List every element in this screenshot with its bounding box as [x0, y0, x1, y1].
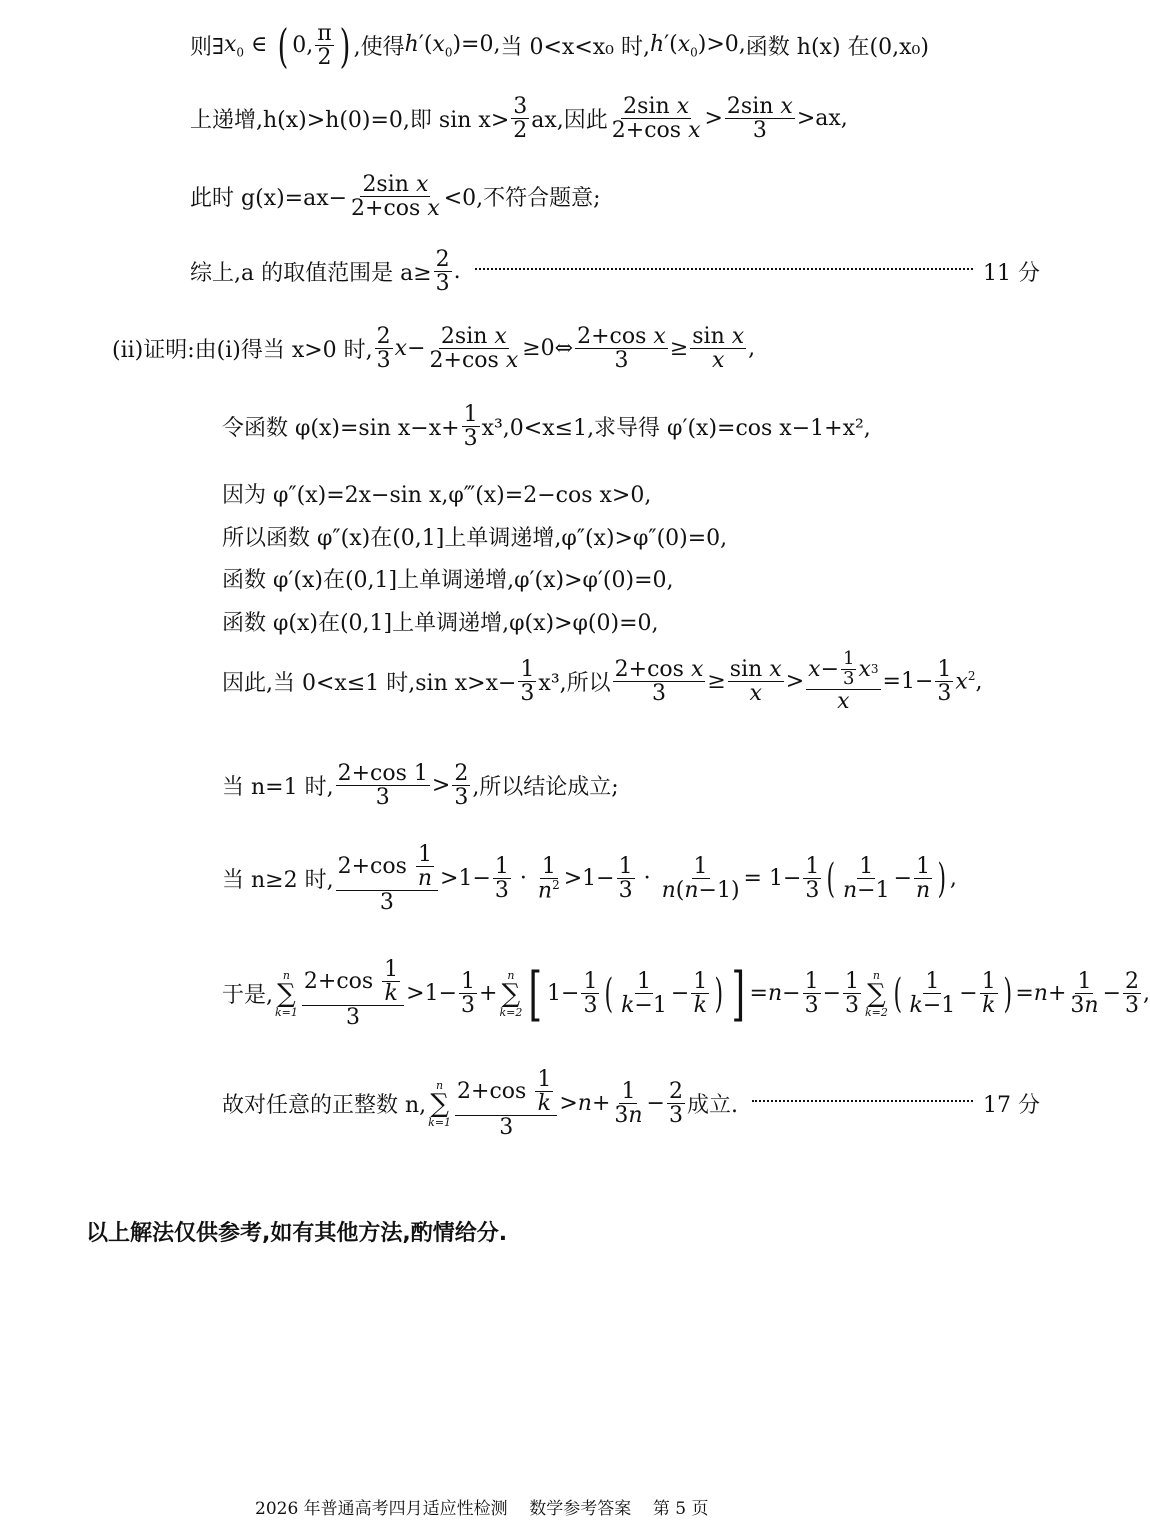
- line7-text: 因为 φ″(x)=2x−sin x,φ‴(x)=2−cos x>0,: [222, 483, 652, 508]
- line2-mid: ax,因此: [531, 108, 608, 134]
- frac-1-3-f: $\frac{1}{3}$: [805, 854, 820, 904]
- line3-pre: 此时 g(x)=ax−: [190, 186, 348, 212]
- line-13: 当 n≥2 时, 2+cos 1 n 3 >1− $\frac{1}{3}$ · 1 $n^2$ >1− $\frac{1}{3}$ · $\frac{1}{n(n-1)}$ = 1− $\frac{1}{3}$ ( 1 n−1 − $\frac{1}{n}$ ) ,: [222, 842, 957, 916]
- line15-post: 成立.: [686, 1093, 738, 1119]
- frac-2-3-l: $\frac{2}{3}$: [668, 1079, 683, 1129]
- dot-leader: [475, 267, 973, 270]
- frac-2cos1k-3-b: 2+cos 1 k 3: [455, 1068, 557, 1139]
- sum-k1-n-b: n ∑ k=1: [428, 1078, 452, 1129]
- line9-text: 函数 φ′(x)在(0,1]上单调递增,φ′(x)>φ′(0)=0,: [222, 568, 674, 593]
- line-15: 故对任意的正整数 n, n ∑ k=1 2+cos 1 k 3 >n+ $\frac{1}{3n}$ − $\frac{2}{3}$ 成立. 17 分: [222, 1067, 1040, 1141]
- frac-1-3n-b: $\frac{1}{3n}$: [614, 1079, 643, 1129]
- line15-pre: 故对任意的正整数 n,: [222, 1093, 427, 1119]
- line4-pre: 综上,a 的取值范围是 a≥: [190, 261, 432, 287]
- fraction-2cosx-over-3-b: $\frac{\text{2+cos x}}{3}$: [614, 656, 704, 706]
- fraction-2-over-3-b: 2 3: [376, 324, 391, 374]
- frac-1-k-b: $\frac{1}{k}$: [981, 969, 996, 1019]
- line2-post: >ax,: [796, 106, 848, 132]
- frac-1-3n: $\frac{1}{3n}$: [1070, 969, 1099, 1019]
- line11-mid: x³,所以: [538, 670, 611, 696]
- line-4: [190, 248, 1040, 295]
- line-1: [190, 18, 929, 73]
- line12-pre: 当 n=1 时,: [222, 775, 334, 801]
- line-12: [222, 762, 619, 809]
- fraction-pi-over-2: π 2: [317, 21, 332, 71]
- grading-note: [86, 1216, 507, 1247]
- frac-1-3-j: $\frac{1}{3}$: [845, 969, 860, 1019]
- score-17: 17 分: [983, 1093, 1040, 1119]
- frac-1-3-g: $\frac{1}{3}$: [461, 969, 476, 1019]
- line-3: [190, 173, 601, 220]
- period: .: [453, 259, 461, 285]
- h-prime-eq: $h'(x_0)=0$,: [404, 31, 501, 60]
- score-11: 11 分: [983, 261, 1040, 287]
- sum-k2-n: n ∑ k=2: [499, 968, 523, 1019]
- fraction-2cos1-over-3: 2+cos 1 3: [337, 761, 428, 811]
- fraction-sinx-over-x-b: $\frac{\text{sin x}}{x}$: [729, 656, 782, 706]
- fraction-2sinx-over-2cosx-b: $\frac{\text{2sin x}}{\text{2+cos x}}$: [351, 172, 440, 222]
- frac-1-3-i: $\frac{1}{3}$: [804, 969, 819, 1019]
- gt-sign-b: >: [785, 668, 805, 694]
- fraction-1-over-3-c: $\frac{1}{3}$: [937, 656, 952, 706]
- line-8: [222, 521, 727, 552]
- line5-pre: (ii)证明:由(i)得当 x>0 时,: [112, 338, 373, 364]
- fraction-compound-over-x: x − 1 3 x 3 x: [808, 648, 879, 714]
- frac-1-nn1: $\frac{1}{n(n-1)}$: [661, 854, 740, 904]
- line1-post: 函数 h(x) 在(0,x₀): [745, 35, 929, 61]
- fraction-sinx-over-x: $\frac{\text{sin x}}{x}$: [692, 324, 745, 374]
- paren-r: ): [937, 855, 947, 902]
- line3-post: <0,不符合题意;: [443, 186, 601, 212]
- frac-1-3-h: $\frac{1}{3}$: [583, 969, 598, 1019]
- x-squared: $x^2$,: [955, 668, 983, 695]
- frac-1-k-1-b: 1 k−1: [909, 969, 956, 1019]
- note-text: 以上解法仅供参考,如有其他方法,酌情给分.: [86, 1221, 508, 1246]
- line11-pre: 因此,当 0<x≤1 时,sin x>x−: [222, 670, 517, 696]
- line-6: [222, 403, 871, 450]
- line1-mid: ,使得: [353, 35, 405, 61]
- bracket-r: ]: [731, 959, 746, 1028]
- fraction-2cosx-over-3: $\frac{\text{2+cos x}}{3}$: [577, 324, 666, 374]
- line6-post: x³,0<x≤1,求导得 φ′(x)=cos x−1+x²,: [481, 416, 871, 442]
- frac-1-3-d: $\frac{1}{3}$: [494, 854, 509, 904]
- line-2: [190, 95, 848, 142]
- line14-pre: 于是,: [222, 983, 273, 1009]
- eq-one-minus: =1−: [882, 668, 934, 694]
- line1-pre: 则∃: [190, 35, 224, 61]
- line-11: [222, 650, 982, 713]
- interval-0: 0,: [292, 33, 314, 59]
- line5-mid: ≥0⇔: [522, 336, 574, 362]
- x-minus: x−: [394, 336, 426, 362]
- page-footer: [255, 1494, 709, 1519]
- frac-1-k: $\frac{1}{k}$: [693, 969, 708, 1019]
- paren-open: (: [277, 18, 289, 73]
- line13-pre: 当 n≥2 时,: [222, 868, 334, 894]
- gt-sign-c: >: [431, 773, 451, 799]
- h-prime-pos: $h'(x_0)>0$,: [649, 31, 746, 60]
- bracket-l: [: [528, 959, 543, 1028]
- geq-sign: ≥: [669, 336, 689, 362]
- line8-text: 所以函数 φ″(x)在(0,1]上单调递增,φ″(x)>φ″(0)=0,: [222, 526, 728, 551]
- fraction-1-over-3: $\frac{1}{3}$: [463, 402, 478, 452]
- line12-post: ,所以结论成立;: [472, 775, 619, 801]
- fraction-2cos1n-over-3: 2+cos 1 n 3: [336, 843, 438, 914]
- comma: ,: [748, 336, 756, 362]
- paren-l: (: [826, 855, 836, 902]
- fraction-2sinx-over-2cosx-c: $\frac{\text{2sin x}}{\text{2+cos x}}$: [429, 324, 519, 374]
- line-7: [222, 478, 651, 509]
- line-5: [112, 325, 755, 372]
- line2-pre: 上递增,h(x)>h(0)=0,即 sin x>: [190, 108, 510, 134]
- gt-sign: >: [704, 106, 723, 132]
- sum-k2-n-b: n ∑ k=2: [865, 968, 888, 1019]
- line10-text: 函数 φ(x)在(0,1]上单调递增,φ(x)>φ(0)=0,: [222, 611, 659, 636]
- frac-1-n2: 1 $n^2$: [537, 853, 560, 904]
- fraction-2-over-3-c: 2 3: [454, 761, 469, 811]
- fraction-3-over-2: 3 2: [513, 94, 528, 144]
- line6-pre: 令函数 φ(x)=sin x−x+: [222, 416, 460, 442]
- sum-k1-n: n ∑ k=1: [275, 968, 298, 1019]
- line-14: 于是, n ∑ k=1 2+cos 1 k 3 >1− $\frac{1}{3}$ + n ∑ k=2 [ 1− $\frac{1}{3}$ ( 1 k−1 − $\frac{1}{k}$ ) ] =n− $\frac{1}{3}$ − $\frac{1}{3}$ n ∑ k=2 ( 1 k−1 − $\frac{1}{k}$ ) =n+ $\frac{1}{3n}$ − $\frac{2}{3}$ ,: [222, 957, 1150, 1031]
- line1-cond: 当 0<x<x₀ 时,: [500, 35, 650, 61]
- dot-leader-b: [752, 1099, 973, 1102]
- line-10: [222, 606, 659, 637]
- frac-2-3-k: $\frac{2}{3}$: [1125, 969, 1139, 1019]
- frac-1-n: $\frac{1}{n}$: [916, 854, 931, 904]
- x0-symbol: $x_0$ ∈: [223, 31, 275, 60]
- frac-1-n-1: 1 n−1: [843, 854, 890, 904]
- frac-1-k-1: 1 k−1: [621, 969, 667, 1019]
- fraction-2sinx-over-3: 2sin x 3: [726, 94, 793, 144]
- fraction-1-over-3-b: $\frac{1}{3}$: [520, 656, 535, 706]
- frac-1-3-e: $\frac{1}{3}$: [618, 854, 633, 904]
- footer-text: 2026 年普通高考四月适应性检测 数学参考答案 第 5 页: [255, 1499, 709, 1519]
- fraction-2-over-3: $\frac{2}{3}$: [435, 247, 450, 297]
- paren-close: ): [339, 18, 351, 73]
- geq-sign-b: ≥: [707, 668, 726, 694]
- line-9: [222, 563, 674, 594]
- fraction-2sinx-over-2cosx: 2sin x 2+cos x: [611, 94, 701, 144]
- frac-2cos1k-3: 2+cos 1 k 3: [302, 958, 404, 1029]
